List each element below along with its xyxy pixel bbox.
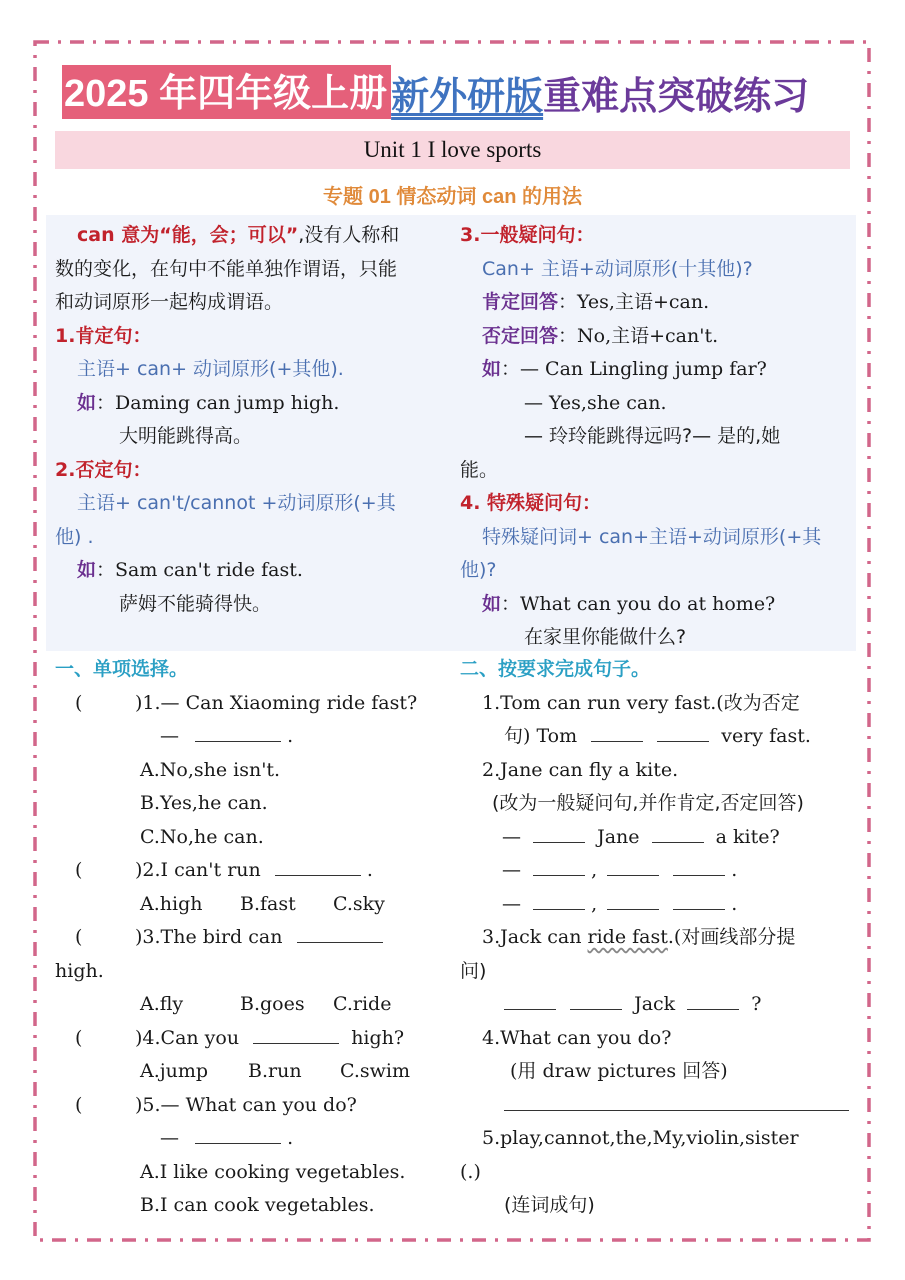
answer-bracket[interactable]: ( <box>75 691 83 714</box>
task-1-answer-line <box>460 720 860 754</box>
option: C.swim <box>340 1060 411 1082</box>
intro-line-1 <box>55 219 455 253</box>
question-3-wrap: high. <box>55 959 104 982</box>
negative-heading: 2.否定句： <box>55 458 152 481</box>
question-text: )3.The bird can <box>135 926 283 948</box>
question-3-options <box>55 988 455 1022</box>
task-5-prompt-wrap: (.) <box>460 1160 481 1183</box>
option: C.sky <box>333 892 385 915</box>
question-2-options <box>55 888 455 922</box>
sentence-start: 3.Jack can <box>482 926 588 948</box>
task-2-no-answer-line <box>460 888 860 922</box>
negative-formula-2: 他) . <box>55 525 94 548</box>
option: A.fly <box>140 993 184 1015</box>
answer-bracket[interactable]: ( <box>75 1093 83 1116</box>
negative-example <box>55 554 455 588</box>
answer-blank[interactable] <box>253 1025 339 1044</box>
question-text-end: high? <box>351 1026 405 1049</box>
period: . <box>731 892 738 915</box>
answer-bracket[interactable]: ( <box>75 926 83 948</box>
wh-question-heading: 4. 特殊疑问句： <box>460 492 602 514</box>
yes-no-question-formula: Can+ 主语+动词原形(十其他)? <box>482 257 753 280</box>
dash: — <box>502 859 521 881</box>
option: A.jump <box>140 1060 209 1082</box>
sentence-end: very fast. <box>721 725 811 747</box>
answer-bracket[interactable]: ( <box>75 859 83 881</box>
instruction: .(对画线部分提 <box>667 926 796 948</box>
exercise2-heading: 二、按要求完成句子。 <box>460 658 651 680</box>
period: . <box>287 1127 294 1149</box>
option: A.I like cooking vegetables. <box>140 1160 406 1183</box>
positive-answer-label: 肯定回答 <box>482 291 559 313</box>
question-text: )4.Can you <box>135 1026 240 1049</box>
negative-answer-rule <box>460 320 860 354</box>
option: B.I can cook vegetables. <box>140 1194 375 1216</box>
dash: — <box>502 892 521 915</box>
positive-answer-text: ：Yes,主语+can. <box>558 291 710 313</box>
answer-blank[interactable] <box>570 991 622 1010</box>
question-4-options <box>55 1055 455 1089</box>
dash: — <box>502 825 521 848</box>
topic-title: 专题 01 情态动词 can 的用法 <box>323 186 582 208</box>
option: A.No,she isn't. <box>140 758 281 781</box>
word: Jack <box>634 993 676 1015</box>
example-translation-1: — 玲玲能跳得远吗?— 是的,她 <box>524 425 781 447</box>
answer-blank[interactable] <box>504 991 556 1010</box>
task-4-prompt: 4.What can you do? <box>482 1026 672 1049</box>
exercise1-heading: 一、单项选择。 <box>55 658 189 680</box>
period: . <box>287 725 294 747</box>
grammar-left-column <box>55 219 455 621</box>
task-1-prompt: 1.Tom can run very fast.(改为否定 <box>482 691 800 714</box>
unit-title: Unit 1 I love sports <box>363 137 542 162</box>
task-2-question-line <box>460 821 860 855</box>
answer-blank[interactable] <box>607 891 659 910</box>
affirmative-example <box>55 387 455 421</box>
intro-line-2: 数的变化，在句中不能单独作谓语，只能 <box>55 257 398 280</box>
answer-blank[interactable] <box>195 723 281 742</box>
answer-blank[interactable] <box>657 723 709 742</box>
question-5-answer-line <box>55 1122 455 1156</box>
question-mark: ? <box>751 993 762 1015</box>
task-3-prompt-wrap: 问) <box>460 959 487 982</box>
answer-blank[interactable] <box>533 824 585 843</box>
task-2-yes-answer-line <box>460 854 860 888</box>
task-4-answer-line <box>460 1089 860 1123</box>
task-4-instruction: (用 draw pictures 回答) <box>510 1060 728 1082</box>
answer-blank[interactable] <box>673 891 725 910</box>
question-3 <box>55 921 455 955</box>
comma: , <box>591 859 598 881</box>
answer-blank[interactable] <box>607 857 659 876</box>
wh-question-formula-2: 他)? <box>460 559 497 581</box>
answer-blank[interactable] <box>673 857 725 876</box>
title-practice-label: 重难点突破练习 <box>543 75 810 118</box>
option: C.ride <box>333 993 392 1015</box>
answer-blank[interactable] <box>652 824 704 843</box>
answer-blank[interactable] <box>195 1125 281 1144</box>
option: B.fast <box>240 892 296 915</box>
word: a kite? <box>715 825 780 848</box>
answer-blank[interactable] <box>591 723 643 742</box>
example-translation-2: 能。 <box>460 458 499 481</box>
wh-question-example <box>460 588 860 622</box>
intro-text: ,没有人称和 <box>298 224 400 246</box>
answer-blank[interactable] <box>533 891 585 910</box>
answer-blank[interactable] <box>275 857 361 876</box>
task-5-prompt: 5.play,cannot,the,My,violin,sister <box>482 1127 799 1149</box>
negative-example-cn: 萨姆不能骑得快。 <box>119 592 272 615</box>
dash: — <box>160 1127 179 1149</box>
question-1 <box>55 687 455 721</box>
negative-answer-label: 否定回答 <box>482 324 559 347</box>
period: . <box>366 859 373 881</box>
example-label: 如 <box>482 358 502 380</box>
wh-question-example-cn: 在家里你能做什么? <box>524 626 687 648</box>
question-5 <box>55 1089 455 1123</box>
example-label: 如 <box>77 391 97 414</box>
example-english: ：What can you do at home? <box>501 592 776 615</box>
option: B.goes <box>240 993 305 1015</box>
task-2-instruction: (改为一般疑问句,并作肯定,否定回答) <box>492 792 804 814</box>
question-text: )1.— Can Xiaoming ride fast? <box>135 691 418 714</box>
example-label: 如 <box>77 559 97 581</box>
document-title <box>62 65 809 119</box>
answer-blank[interactable] <box>687 991 739 1010</box>
option: B.Yes,he can. <box>140 792 268 814</box>
example-label: 如 <box>482 592 502 615</box>
question-text: )5.— What can you do? <box>135 1093 357 1116</box>
example-english: ：Daming can jump high. <box>96 391 340 414</box>
example-question: ：— Can Lingling jump far? <box>501 358 767 380</box>
example-english: ：Sam can't ride fast. <box>96 559 303 581</box>
positive-answer-rule <box>460 286 860 320</box>
question-2 <box>55 854 455 888</box>
option: A.high <box>140 892 203 915</box>
intro-keyword: can 意为“能，会；可以” <box>77 224 299 246</box>
wh-question-formula-1: 特殊疑问词+ can+主语+动词原形(+其 <box>482 525 822 548</box>
comma: , <box>591 892 598 915</box>
example-answer: — Yes,she can. <box>524 391 667 414</box>
negative-formula-1: 主语+ can't/cannot +动词原形(+其 <box>77 492 396 514</box>
question-example <box>460 353 860 387</box>
task-3-answer-line <box>460 988 860 1022</box>
answer-blank[interactable] <box>533 857 585 876</box>
task-3-prompt <box>460 921 860 955</box>
underlined-phrase: ride fast <box>587 926 668 948</box>
word: Jane <box>597 825 640 848</box>
option: B.run <box>248 1060 302 1082</box>
affirmative-formula: 主语+ can+ 动词原形(+其他). <box>77 358 344 380</box>
option: C.No,he can. <box>140 825 264 848</box>
exercise-complete-sentences <box>460 653 860 1223</box>
question-4 <box>55 1022 455 1056</box>
grammar-right-column <box>460 219 860 655</box>
title-grade-label: 2025 年四年级上册 <box>62 65 391 119</box>
negative-answer-text: ：No,主语+can't. <box>558 324 719 347</box>
unit-title-bar <box>55 131 850 169</box>
question-1-answer-line <box>55 720 455 754</box>
title-edition-label: 新外研版 <box>391 75 544 118</box>
period: . <box>731 859 738 881</box>
answer-blank[interactable] <box>504 1092 849 1111</box>
dash: — <box>160 725 179 747</box>
sentence-start: 句) Tom <box>504 725 578 747</box>
affirmative-example-cn: 大明能跳得高。 <box>119 425 253 447</box>
question-text: )2.I can't run <box>135 859 261 881</box>
answer-blank[interactable] <box>297 924 383 943</box>
intro-line-3: 和动词原形一起构成谓语。 <box>55 291 284 313</box>
yes-no-question-heading: 3.一般疑问句： <box>460 224 595 246</box>
task-2-prompt: 2.Jane can fly a kite. <box>482 758 679 781</box>
task-5-instruction: (连词成句) <box>504 1194 595 1216</box>
answer-bracket[interactable]: ( <box>75 1026 83 1049</box>
exercise-multiple-choice <box>55 653 455 1223</box>
affirmative-heading: 1.肯定句： <box>55 324 152 347</box>
